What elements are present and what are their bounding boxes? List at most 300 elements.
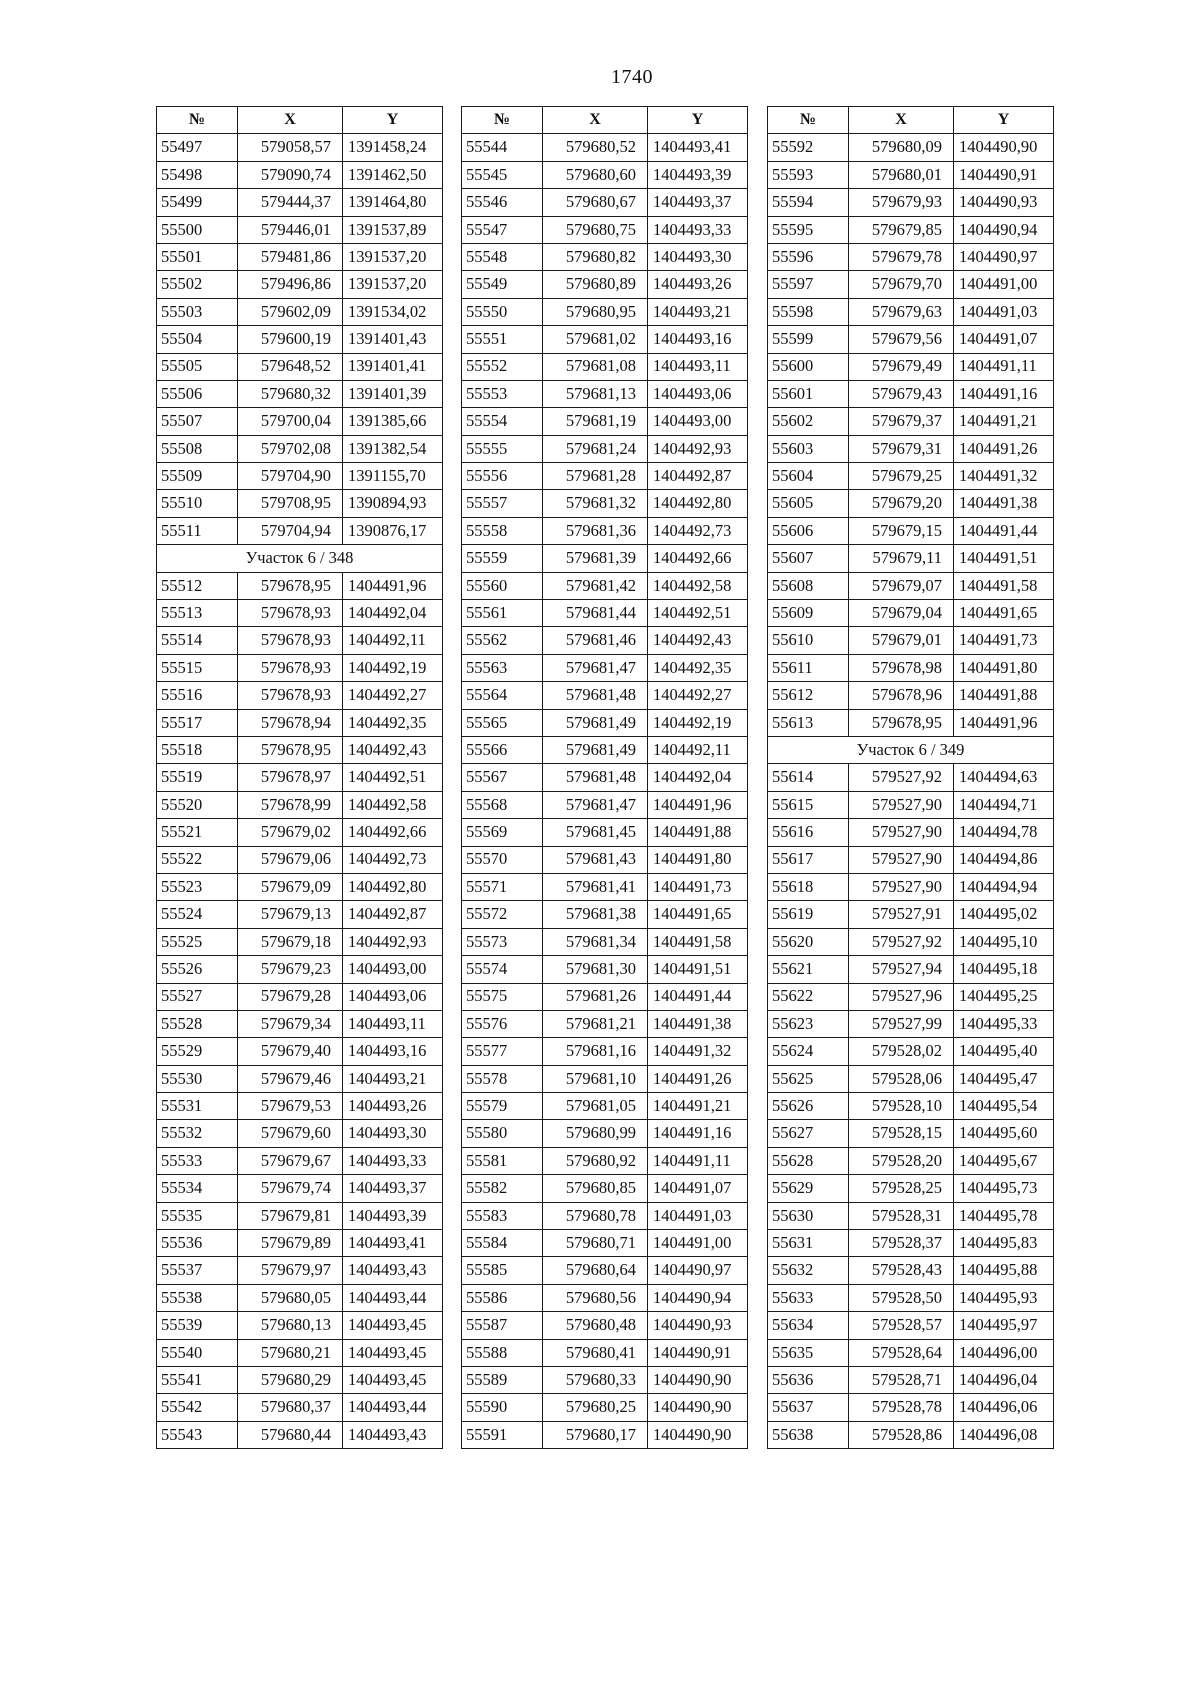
y-coordinate: 1404492,19 xyxy=(648,709,748,736)
table-header xyxy=(462,107,748,134)
point-number: 55522 xyxy=(157,846,238,873)
table-row xyxy=(462,1147,748,1174)
y-coordinate: 1404492,27 xyxy=(648,682,748,709)
x-coordinate: 579602,09 xyxy=(238,298,343,325)
table-row xyxy=(462,243,748,270)
x-coordinate: 579681,38 xyxy=(543,901,648,928)
point-number: 55598 xyxy=(768,298,849,325)
point-number: 55578 xyxy=(462,1065,543,1092)
y-coordinate: 1391382,54 xyxy=(343,435,443,462)
point-number: 55561 xyxy=(462,600,543,627)
table-row xyxy=(157,572,443,599)
x-coordinate: 579681,41 xyxy=(543,873,648,900)
x-coordinate: 579600,19 xyxy=(238,326,343,353)
point-number: 55521 xyxy=(157,819,238,846)
x-coordinate: 579679,81 xyxy=(238,1202,343,1229)
x-coordinate: 579681,21 xyxy=(543,1010,648,1037)
x-coordinate: 579680,95 xyxy=(543,298,648,325)
y-coordinate: 1404492,80 xyxy=(343,873,443,900)
point-number: 55556 xyxy=(462,463,543,490)
x-coordinate: 579681,24 xyxy=(543,435,648,462)
x-coordinate: 579681,42 xyxy=(543,572,648,599)
x-coordinate: 579678,93 xyxy=(238,654,343,681)
point-number: 55526 xyxy=(157,956,238,983)
y-coordinate: 1404491,96 xyxy=(343,572,443,599)
y-coordinate: 1404491,73 xyxy=(648,873,748,900)
point-number: 55567 xyxy=(462,764,543,791)
y-coordinate: 1404491,88 xyxy=(648,819,748,846)
table-row xyxy=(157,326,443,353)
y-coordinate: 1404492,51 xyxy=(343,764,443,791)
point-number: 55531 xyxy=(157,1093,238,1120)
table-row xyxy=(768,435,1054,462)
x-coordinate: 579681,32 xyxy=(543,490,648,517)
coordinates-table-2 xyxy=(461,106,748,1449)
x-coordinate: 579681,47 xyxy=(543,654,648,681)
x-coordinate: 579678,99 xyxy=(238,791,343,818)
point-number: 55537 xyxy=(157,1257,238,1284)
x-coordinate: 579681,49 xyxy=(543,709,648,736)
x-coordinate: 579679,13 xyxy=(238,901,343,928)
table-row xyxy=(157,928,443,955)
point-number: 55638 xyxy=(768,1421,849,1448)
table-row xyxy=(157,983,443,1010)
point-number: 55550 xyxy=(462,298,543,325)
point-number: 55533 xyxy=(157,1147,238,1174)
table-row xyxy=(157,764,443,791)
x-coordinate: 579680,56 xyxy=(543,1284,648,1311)
y-coordinate: 1404492,43 xyxy=(648,627,748,654)
table-row xyxy=(157,709,443,736)
point-number: 55580 xyxy=(462,1120,543,1147)
x-coordinate: 579681,45 xyxy=(543,819,648,846)
x-coordinate: 579528,25 xyxy=(849,1175,954,1202)
x-coordinate: 579681,48 xyxy=(543,682,648,709)
x-coordinate: 579528,02 xyxy=(849,1038,954,1065)
x-coordinate: 579679,18 xyxy=(238,928,343,955)
table-row xyxy=(462,189,748,216)
point-number: 55557 xyxy=(462,490,543,517)
table-row xyxy=(157,1339,443,1366)
table-row xyxy=(157,1120,443,1147)
point-number: 55594 xyxy=(768,189,849,216)
x-coordinate: 579700,04 xyxy=(238,408,343,435)
y-coordinate: 1404492,87 xyxy=(648,463,748,490)
table-row xyxy=(768,463,1054,490)
x-coordinate: 579679,15 xyxy=(849,517,954,544)
table-row xyxy=(462,463,748,490)
point-number: 55548 xyxy=(462,243,543,270)
y-coordinate: 1404492,87 xyxy=(343,901,443,928)
table-row xyxy=(462,846,748,873)
y-coordinate: 1404492,04 xyxy=(648,764,748,791)
x-coordinate: 579679,85 xyxy=(849,216,954,243)
point-number: 55540 xyxy=(157,1339,238,1366)
y-coordinate: 1391401,43 xyxy=(343,326,443,353)
point-number: 55523 xyxy=(157,873,238,900)
y-coordinate: 1404495,02 xyxy=(954,901,1054,928)
table-row xyxy=(768,490,1054,517)
table-row xyxy=(462,1065,748,1092)
x-coordinate: 579058,57 xyxy=(238,134,343,161)
table-row xyxy=(462,572,748,599)
point-number: 55606 xyxy=(768,517,849,544)
y-coordinate: 1404491,07 xyxy=(954,326,1054,353)
table-row xyxy=(462,353,748,380)
y-coordinate: 1391537,20 xyxy=(343,243,443,270)
y-coordinate: 1404495,47 xyxy=(954,1065,1054,1092)
table-row xyxy=(462,1394,748,1421)
table-row xyxy=(768,1065,1054,1092)
point-number: 55591 xyxy=(462,1421,543,1448)
coordinates-table-3 xyxy=(767,106,1054,1449)
y-coordinate: 1404491,65 xyxy=(648,901,748,928)
header-y: Y xyxy=(648,107,748,134)
y-coordinate: 1391464,80 xyxy=(343,189,443,216)
y-coordinate: 1404491,51 xyxy=(954,545,1054,572)
table-row xyxy=(462,682,748,709)
table-row xyxy=(768,1202,1054,1229)
table-row xyxy=(462,134,748,161)
point-number: 55615 xyxy=(768,791,849,818)
x-coordinate: 579679,46 xyxy=(238,1065,343,1092)
point-number: 55588 xyxy=(462,1339,543,1366)
x-coordinate: 579678,93 xyxy=(238,627,343,654)
y-coordinate: 1404491,11 xyxy=(648,1147,748,1174)
point-number: 55630 xyxy=(768,1202,849,1229)
point-number: 55569 xyxy=(462,819,543,846)
table-row xyxy=(462,1257,748,1284)
y-coordinate: 1404495,10 xyxy=(954,928,1054,955)
y-coordinate: 1404490,90 xyxy=(648,1366,748,1393)
table-row xyxy=(462,1284,748,1311)
table-row xyxy=(768,1257,1054,1284)
y-coordinate: 1404495,60 xyxy=(954,1120,1054,1147)
x-coordinate: 579680,85 xyxy=(543,1175,648,1202)
y-coordinate: 1404490,90 xyxy=(648,1394,748,1421)
y-coordinate: 1404493,45 xyxy=(343,1312,443,1339)
x-coordinate: 579681,30 xyxy=(543,956,648,983)
table-row xyxy=(157,819,443,846)
point-number: 55589 xyxy=(462,1366,543,1393)
y-coordinate: 1404492,58 xyxy=(343,791,443,818)
table-row xyxy=(768,161,1054,188)
x-coordinate: 579527,90 xyxy=(849,819,954,846)
table-row xyxy=(157,353,443,380)
y-coordinate: 1404491,00 xyxy=(954,271,1054,298)
y-coordinate: 1404493,21 xyxy=(648,298,748,325)
y-coordinate: 1391537,20 xyxy=(343,271,443,298)
x-coordinate: 579680,60 xyxy=(543,161,648,188)
table-row xyxy=(768,956,1054,983)
point-number: 55592 xyxy=(768,134,849,161)
point-number: 55524 xyxy=(157,901,238,928)
y-coordinate: 1404493,11 xyxy=(648,353,748,380)
x-coordinate: 579681,34 xyxy=(543,928,648,955)
table-row xyxy=(157,298,443,325)
point-number: 55574 xyxy=(462,956,543,983)
x-coordinate: 579680,05 xyxy=(238,1284,343,1311)
point-number: 55517 xyxy=(157,709,238,736)
table-row xyxy=(157,1230,443,1257)
point-number: 55558 xyxy=(462,517,543,544)
table-row xyxy=(157,1312,443,1339)
header-number: № xyxy=(157,107,238,134)
table-row xyxy=(768,1093,1054,1120)
point-number: 55532 xyxy=(157,1120,238,1147)
table-row xyxy=(157,1202,443,1229)
x-coordinate: 579679,25 xyxy=(849,463,954,490)
y-coordinate: 1404493,44 xyxy=(343,1284,443,1311)
y-coordinate: 1391537,89 xyxy=(343,216,443,243)
x-coordinate: 579681,28 xyxy=(543,463,648,490)
point-number: 55535 xyxy=(157,1202,238,1229)
x-coordinate: 579704,90 xyxy=(238,463,343,490)
y-coordinate: 1404491,96 xyxy=(954,709,1054,736)
y-coordinate: 1404491,44 xyxy=(954,517,1054,544)
table-row xyxy=(462,1038,748,1065)
y-coordinate: 1404493,26 xyxy=(343,1093,443,1120)
table-row xyxy=(768,1120,1054,1147)
point-number: 55498 xyxy=(157,161,238,188)
header-number: № xyxy=(768,107,849,134)
x-coordinate: 579528,15 xyxy=(849,1120,954,1147)
y-coordinate: 1404493,45 xyxy=(343,1339,443,1366)
x-coordinate: 579679,20 xyxy=(849,490,954,517)
y-coordinate: 1404491,44 xyxy=(648,983,748,1010)
y-coordinate: 1404491,73 xyxy=(954,627,1054,654)
point-number: 55607 xyxy=(768,545,849,572)
header-x: X xyxy=(849,107,954,134)
point-number: 55508 xyxy=(157,435,238,462)
table-row xyxy=(157,846,443,873)
point-number: 55507 xyxy=(157,408,238,435)
y-coordinate: 1404492,27 xyxy=(343,682,443,709)
table-row xyxy=(462,736,748,763)
table-row xyxy=(157,134,443,161)
x-coordinate: 579679,23 xyxy=(238,956,343,983)
point-number: 55513 xyxy=(157,600,238,627)
header-x: X xyxy=(238,107,343,134)
table-row xyxy=(462,435,748,462)
x-coordinate: 579678,97 xyxy=(238,764,343,791)
y-coordinate: 1404494,63 xyxy=(954,764,1054,791)
y-coordinate: 1404491,58 xyxy=(954,572,1054,599)
y-coordinate: 1404491,21 xyxy=(648,1093,748,1120)
y-coordinate: 1404493,33 xyxy=(343,1147,443,1174)
y-coordinate: 1404491,03 xyxy=(648,1202,748,1229)
point-number: 55551 xyxy=(462,326,543,353)
header-y: Y xyxy=(954,107,1054,134)
x-coordinate: 579679,07 xyxy=(849,572,954,599)
y-coordinate: 1404492,66 xyxy=(343,819,443,846)
table-row xyxy=(768,627,1054,654)
point-number: 55565 xyxy=(462,709,543,736)
table-row xyxy=(768,134,1054,161)
table-row xyxy=(157,1010,443,1037)
y-coordinate: 1404494,94 xyxy=(954,873,1054,900)
table-row xyxy=(462,1230,748,1257)
x-coordinate: 579679,06 xyxy=(238,846,343,873)
y-coordinate: 1404493,41 xyxy=(648,134,748,161)
x-coordinate: 579680,99 xyxy=(543,1120,648,1147)
point-number: 55527 xyxy=(157,983,238,1010)
y-coordinate: 1404493,30 xyxy=(648,243,748,270)
table-row xyxy=(768,1394,1054,1421)
y-coordinate: 1404493,45 xyxy=(343,1366,443,1393)
x-coordinate: 579681,44 xyxy=(543,600,648,627)
table-row xyxy=(157,1038,443,1065)
y-coordinate: 1404493,44 xyxy=(343,1394,443,1421)
x-coordinate: 579680,21 xyxy=(238,1339,343,1366)
x-coordinate: 579678,96 xyxy=(849,682,954,709)
x-coordinate: 579680,82 xyxy=(543,243,648,270)
table-row xyxy=(157,682,443,709)
x-coordinate: 579680,37 xyxy=(238,1394,343,1421)
table-row xyxy=(768,243,1054,270)
y-coordinate: 1404495,67 xyxy=(954,1147,1054,1174)
table-row xyxy=(462,271,748,298)
point-number: 55497 xyxy=(157,134,238,161)
x-coordinate: 579708,95 xyxy=(238,490,343,517)
y-coordinate: 1404493,16 xyxy=(343,1038,443,1065)
y-coordinate: 1404491,32 xyxy=(954,463,1054,490)
x-coordinate: 579679,01 xyxy=(849,627,954,654)
y-coordinate: 1404490,93 xyxy=(648,1312,748,1339)
point-number: 55541 xyxy=(157,1366,238,1393)
y-coordinate: 1391385,66 xyxy=(343,408,443,435)
x-coordinate: 579680,33 xyxy=(543,1366,648,1393)
table-row xyxy=(462,1339,748,1366)
x-coordinate: 579528,64 xyxy=(849,1339,954,1366)
point-number: 55500 xyxy=(157,216,238,243)
table-row xyxy=(768,901,1054,928)
x-coordinate: 579681,39 xyxy=(543,545,648,572)
point-number: 55559 xyxy=(462,545,543,572)
x-coordinate: 579681,05 xyxy=(543,1093,648,1120)
y-coordinate: 1404490,97 xyxy=(648,1257,748,1284)
x-coordinate: 579528,43 xyxy=(849,1257,954,1284)
point-number: 55634 xyxy=(768,1312,849,1339)
table-row xyxy=(157,791,443,818)
y-coordinate: 1404492,58 xyxy=(648,572,748,599)
x-coordinate: 579527,96 xyxy=(849,983,954,1010)
table-row xyxy=(462,161,748,188)
point-number: 55586 xyxy=(462,1284,543,1311)
x-coordinate: 579528,86 xyxy=(849,1421,954,1448)
y-coordinate: 1404491,58 xyxy=(648,928,748,955)
y-coordinate: 1404495,83 xyxy=(954,1230,1054,1257)
table-row xyxy=(157,956,443,983)
table-row xyxy=(462,1312,748,1339)
x-coordinate: 579680,75 xyxy=(543,216,648,243)
table-row xyxy=(768,408,1054,435)
point-number: 55564 xyxy=(462,682,543,709)
y-coordinate: 1391462,50 xyxy=(343,161,443,188)
x-coordinate: 579680,64 xyxy=(543,1257,648,1284)
x-coordinate: 579481,86 xyxy=(238,243,343,270)
point-number: 55530 xyxy=(157,1065,238,1092)
point-number: 55503 xyxy=(157,298,238,325)
point-number: 55549 xyxy=(462,271,543,298)
table-row xyxy=(157,873,443,900)
point-number: 55525 xyxy=(157,928,238,955)
x-coordinate: 579528,37 xyxy=(849,1230,954,1257)
y-coordinate: 1404492,04 xyxy=(343,600,443,627)
table-row xyxy=(768,654,1054,681)
x-coordinate: 579680,17 xyxy=(543,1421,648,1448)
y-coordinate: 1391401,41 xyxy=(343,353,443,380)
x-coordinate: 579681,26 xyxy=(543,983,648,1010)
x-coordinate: 579702,08 xyxy=(238,435,343,462)
x-coordinate: 579527,90 xyxy=(849,791,954,818)
table-row xyxy=(462,1010,748,1037)
section-row xyxy=(157,545,443,572)
point-number: 55597 xyxy=(768,271,849,298)
table-row xyxy=(157,1366,443,1393)
x-coordinate: 579528,78 xyxy=(849,1394,954,1421)
table-row xyxy=(157,243,443,270)
point-number: 55534 xyxy=(157,1175,238,1202)
y-coordinate: 1404490,90 xyxy=(648,1421,748,1448)
x-coordinate: 579681,08 xyxy=(543,353,648,380)
y-coordinate: 1404491,32 xyxy=(648,1038,748,1065)
point-number: 55552 xyxy=(462,353,543,380)
table-row xyxy=(462,873,748,900)
point-number: 55511 xyxy=(157,517,238,544)
y-coordinate: 1404494,86 xyxy=(954,846,1054,873)
table-row xyxy=(462,627,748,654)
table-row xyxy=(462,298,748,325)
point-number: 55512 xyxy=(157,572,238,599)
y-coordinate: 1404492,11 xyxy=(648,736,748,763)
x-coordinate: 579528,06 xyxy=(849,1065,954,1092)
point-number: 55566 xyxy=(462,736,543,763)
x-coordinate: 579527,92 xyxy=(849,764,954,791)
x-coordinate: 579444,37 xyxy=(238,189,343,216)
x-coordinate: 579678,93 xyxy=(238,682,343,709)
y-coordinate: 1404490,94 xyxy=(648,1284,748,1311)
point-number: 55626 xyxy=(768,1093,849,1120)
y-coordinate: 1404492,35 xyxy=(648,654,748,681)
y-coordinate: 1404492,73 xyxy=(648,517,748,544)
x-coordinate: 579528,10 xyxy=(849,1093,954,1120)
y-coordinate: 1404490,97 xyxy=(954,243,1054,270)
y-coordinate: 1404491,21 xyxy=(954,408,1054,435)
table-row xyxy=(462,1175,748,1202)
y-coordinate: 1404491,16 xyxy=(648,1120,748,1147)
point-number: 55618 xyxy=(768,873,849,900)
point-number: 55620 xyxy=(768,928,849,955)
x-coordinate: 579680,71 xyxy=(543,1230,648,1257)
point-number: 55602 xyxy=(768,408,849,435)
point-number: 55510 xyxy=(157,490,238,517)
header-y: Y xyxy=(343,107,443,134)
section-row xyxy=(768,736,1054,763)
point-number: 55501 xyxy=(157,243,238,270)
y-coordinate: 1404493,00 xyxy=(648,408,748,435)
point-number: 55608 xyxy=(768,572,849,599)
point-number: 55629 xyxy=(768,1175,849,1202)
point-number: 55538 xyxy=(157,1284,238,1311)
x-coordinate: 579527,92 xyxy=(849,928,954,955)
point-number: 55516 xyxy=(157,682,238,709)
y-coordinate: 1404493,16 xyxy=(648,326,748,353)
table-row xyxy=(157,1175,443,1202)
x-coordinate: 579680,48 xyxy=(543,1312,648,1339)
point-number: 55572 xyxy=(462,901,543,928)
point-number: 55613 xyxy=(768,709,849,736)
